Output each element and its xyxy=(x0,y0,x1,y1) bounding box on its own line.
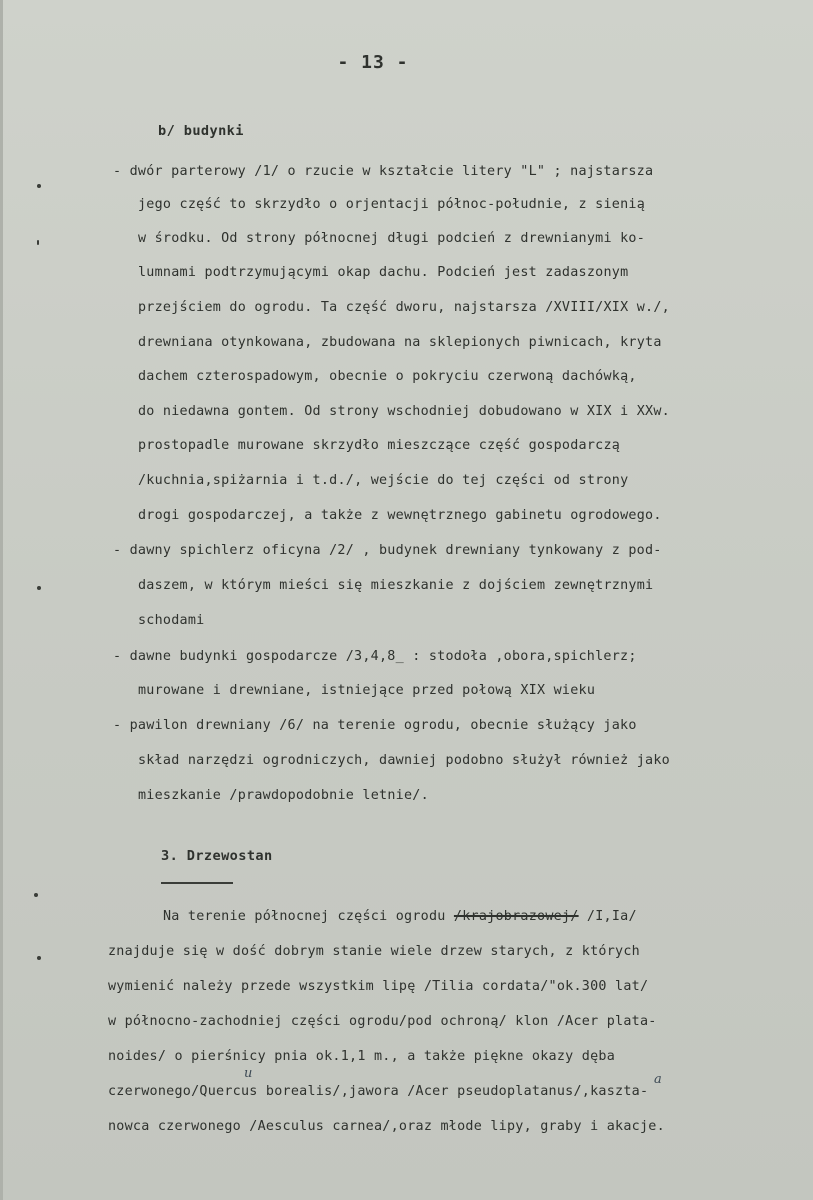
text-line: lumnami podtrzymującymi okap dachu. Podcień jest zadaszonym xyxy=(138,265,629,280)
margin-dot xyxy=(37,240,39,245)
text-fragment: /I,Ia/ xyxy=(578,909,637,924)
text-line: mieszkanie /prawdopodobnie letnie/. xyxy=(138,788,429,803)
section-heading-trees: 3. Drzewostan xyxy=(161,848,273,864)
heading-underline xyxy=(161,882,233,884)
text-line: schodami xyxy=(138,613,205,628)
text-line: wymienić należy przede wszystkim lipę /Tilia cordata/"ok.300 lat/ xyxy=(108,979,649,994)
text-line: drogi gospodarczej, a także z wewnętrznego gabinetu ogrodowego. xyxy=(138,508,662,523)
text-line: znajduje się w dość dobrym stanie wiele drzew starych, z których xyxy=(108,944,640,959)
text-line: czerwonego/Quercus borealis/,jawora /Acer pseudoplatanus/,kaszta- xyxy=(108,1084,649,1099)
text-line: - dawne budynki gospodarcze /3,4,8_ : stodoła ,obora,spichlerz; xyxy=(113,649,637,664)
text-fragment: Na terenie północnej części ogrodu xyxy=(163,909,454,924)
text-line: przejściem do ogrodu. Ta część dworu, najstarsza /XVIII/XIX w./, xyxy=(138,300,670,315)
text-line: jego część to skrzydło o orjentacji północ-południe, z sienią xyxy=(138,197,646,212)
text-line: - pawilon drewniany /6/ na terenie ogrodu, obecnie służący jako xyxy=(113,718,637,733)
section-heading-buildings: b/ budynki xyxy=(158,123,244,139)
text-line: do niedawna gontem. Od strony wschodniej dobudowano w XIX i XXw. xyxy=(138,404,670,419)
struck-text: /krajobrazowej/ xyxy=(453,909,579,924)
margin-dot xyxy=(34,893,38,897)
text-line: drewniana otynkowana, zbudowana na sklepionych piwnicach, kryta xyxy=(138,335,662,350)
margin-dot xyxy=(37,184,41,188)
text-line: skład narzędzi ogrodniczych, dawniej podobno służył również jako xyxy=(138,753,670,768)
text-line: murowane i drewniane, istniejące przed połową XIX wieku xyxy=(138,683,596,698)
handwritten-correction: a xyxy=(654,1072,662,1087)
margin-dot xyxy=(37,956,41,960)
text-line: nowca czerwonego /Aesculus carnea/,oraz młode lipy, graby i akacje. xyxy=(108,1119,665,1134)
text-line: prostopadle murowane skrzydło mieszczące część gospodarczą xyxy=(138,438,621,453)
text-line: - dwór parterowy /1/ o rzucie w kształcie litery "L" ; najstarsza xyxy=(113,164,654,179)
text-line: w północno-zachodniej części ogrodu/pod ochroną/ klon /Acer plata- xyxy=(108,1014,657,1029)
margin-dot xyxy=(37,586,41,590)
page-number: - 13 - xyxy=(337,52,409,73)
text-line: w środku. Od strony północnej długi podcień z drewnianymi ko- xyxy=(138,231,646,246)
text-line: noides/ o pierśnicy pnia ok.1,1 m., a także piękne okazy dęba xyxy=(108,1049,616,1064)
text-line: - dawny spichlerz oficyna /2/ , budynek drewniany tynkowany z pod- xyxy=(113,543,662,558)
text-line: dachem czterospadowym, obecnie o pokryciu czerwoną dachówką, xyxy=(138,369,637,384)
text-line: /kuchnia,spiżarnia i t.d./, wejście do tej części od strony xyxy=(138,473,629,488)
text-line: daszem, w którym mieści się mieszkanie z dojściem zewnętrznymi xyxy=(138,578,654,593)
text-line xyxy=(163,908,637,926)
handwritten-correction: u xyxy=(244,1066,253,1081)
